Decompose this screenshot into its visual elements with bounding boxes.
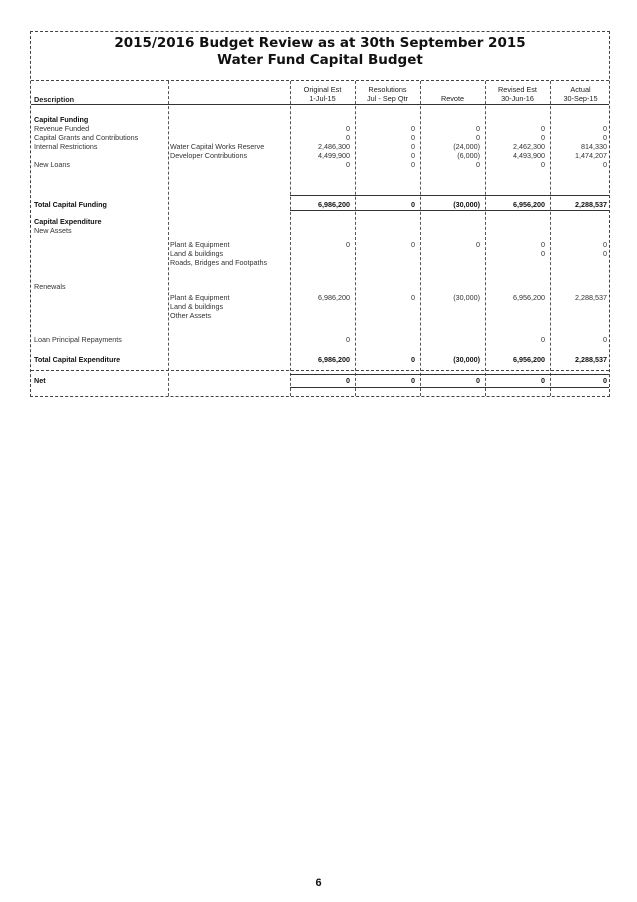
cell-revised: 0 — [541, 376, 545, 385]
row-subdescription: Water Capital Works Reserve — [170, 142, 265, 151]
header-revote: Revote — [440, 94, 465, 103]
cell-revote: 0 — [476, 376, 480, 385]
section-heading-capital-funding: Capital Funding — [34, 115, 89, 124]
net-rule — [31, 370, 609, 371]
cell-actual: 0 — [603, 249, 607, 258]
cell-actual: 1,474,207 — [575, 151, 607, 160]
cell-actual: 2,288,537 — [575, 200, 607, 209]
cell-original: 0 — [346, 160, 350, 169]
total-rule — [290, 195, 609, 196]
row-subdescription: Other Assets — [170, 311, 212, 320]
header-resolutions: Resolutions Jul - Sep Qtr — [367, 85, 408, 103]
cell-revote: (30,000) — [453, 355, 480, 364]
cell-actual: 0 — [603, 335, 607, 344]
cell-resolutions: 0 — [411, 124, 415, 133]
cell-original: 0 — [346, 133, 350, 142]
row-subdescription: Plant & Equipment — [170, 293, 230, 302]
cell-revised: 4,493,900 — [513, 151, 545, 160]
row-description: Revenue Funded — [34, 124, 90, 133]
net-label: Net — [34, 376, 46, 385]
new-assets-label: New Assets — [34, 226, 72, 235]
total-rule — [290, 374, 609, 375]
row-subdescription: Land & buildings — [170, 302, 224, 311]
cell-actual: 814,330 — [581, 142, 607, 151]
cell-revised: 2,462,300 — [513, 142, 545, 151]
cell-revised: 0 — [541, 249, 545, 258]
cell-actual: 0 — [603, 124, 607, 133]
section-heading-capital-expenditure: Capital Expenditure — [34, 217, 102, 226]
cell-resolutions: 0 — [411, 355, 415, 364]
cell-actual: 2,288,537 — [575, 355, 607, 364]
cell-resolutions: 0 — [411, 151, 415, 160]
header-actual: Actual 30-Sep-15 — [563, 85, 598, 103]
cell-resolutions: 0 — [411, 240, 415, 249]
row-description: Capital Grants and Contributions — [34, 133, 139, 142]
cell-revised: 0 — [541, 124, 545, 133]
cell-revised: 0 — [541, 240, 545, 249]
cell-original: 6,986,200 — [318, 200, 350, 209]
total-rule — [290, 210, 609, 211]
budget-table — [30, 31, 610, 397]
cell-actual: 0 — [603, 240, 607, 249]
cell-revised: 0 — [541, 335, 545, 344]
renewals-label: Renewals — [34, 282, 66, 291]
cell-revote: (30,000) — [453, 200, 480, 209]
header-revised: Revised Est 30-Jun-16 — [498, 85, 537, 103]
header-description: Description — [34, 95, 75, 104]
column-divider — [168, 81, 169, 396]
cell-original: 0 — [346, 240, 350, 249]
header-rule — [31, 104, 609, 105]
cell-revised: 0 — [541, 133, 545, 142]
row-subdescription: Land & buildings — [170, 249, 224, 258]
cell-original: 6,986,200 — [318, 293, 350, 302]
page-subtitle: Water Fund Capital Budget — [217, 52, 423, 68]
cell-original: 0 — [346, 376, 350, 385]
row-subdescription: Roads, Bridges and Footpaths — [170, 258, 268, 267]
cell-revote: (6,000) — [457, 151, 480, 160]
cell-resolutions: 0 — [411, 160, 415, 169]
row-description: New Loans — [34, 160, 70, 169]
row-subdescription: Developer Contributions — [170, 151, 248, 160]
page-title: 2015/2016 Budget Review as at 30th September 2015 — [114, 35, 526, 51]
cell-actual: 0 — [603, 133, 607, 142]
cell-revote: 0 — [476, 124, 480, 133]
cell-revote: (30,000) — [453, 293, 480, 302]
cell-revote: 0 — [476, 133, 480, 142]
cell-resolutions: 0 — [411, 133, 415, 142]
title-box — [31, 32, 609, 81]
row-description: Loan Principal Repayments — [34, 335, 122, 344]
cell-revote: 0 — [476, 160, 480, 169]
cell-resolutions: 0 — [411, 293, 415, 302]
cell-original: 4,499,900 — [318, 151, 350, 160]
cell-actual: 0 — [603, 376, 607, 385]
cell-revised: 6,956,200 — [513, 355, 545, 364]
cell-actual: 2,288,537 — [575, 293, 607, 302]
total-rule — [290, 387, 609, 388]
cell-revised: 6,956,200 — [513, 293, 545, 302]
cell-revised: 6,956,200 — [513, 200, 545, 209]
row-subdescription: Plant & Equipment — [170, 240, 230, 249]
cell-original: 6,986,200 — [318, 355, 350, 364]
cell-resolutions: 0 — [411, 142, 415, 151]
cell-resolutions: 0 — [411, 376, 415, 385]
cell-original: 0 — [346, 124, 350, 133]
page-number: 6 — [315, 877, 322, 889]
cell-resolutions: 0 — [411, 200, 415, 209]
cell-original: 0 — [346, 335, 350, 344]
total-label: Total Capital Funding — [34, 200, 107, 209]
cell-revote: (24,000) — [453, 142, 480, 151]
cell-original: 2,486,300 — [318, 142, 350, 151]
row-description: Internal Restrictions — [34, 142, 98, 151]
header-original: Original Est 1-Jul-15 — [303, 85, 342, 103]
total-label: Total Capital Expenditure — [34, 355, 121, 364]
cell-actual: 0 — [603, 160, 607, 169]
cell-revote: 0 — [476, 240, 480, 249]
cell-revised: 0 — [541, 160, 545, 169]
